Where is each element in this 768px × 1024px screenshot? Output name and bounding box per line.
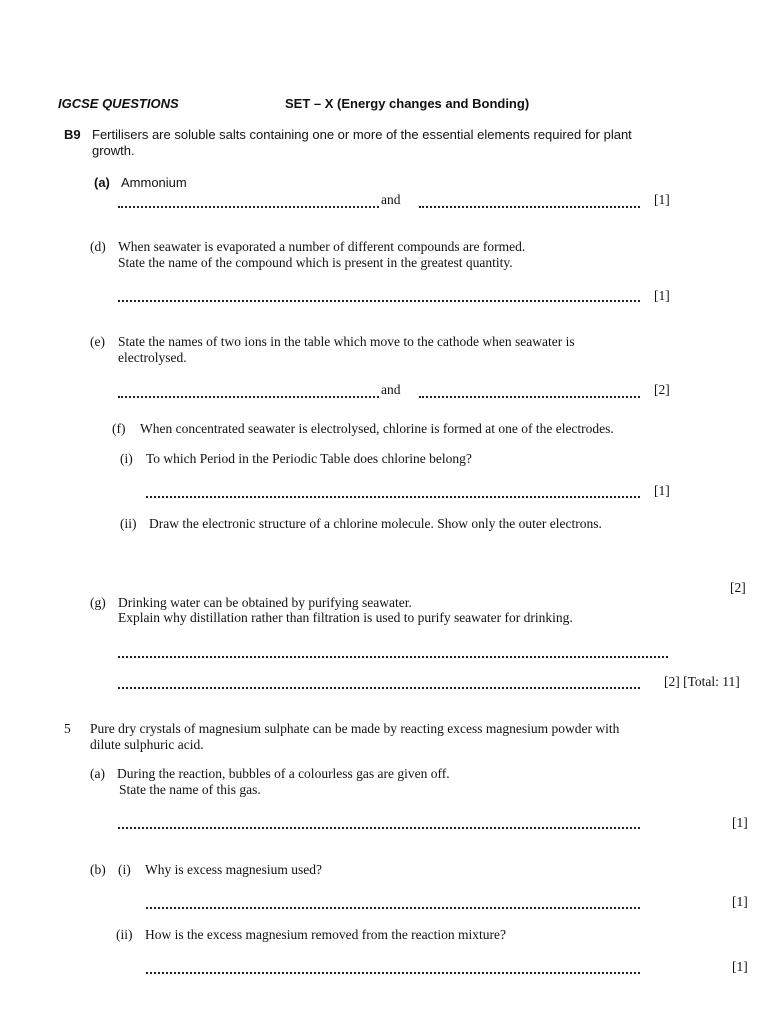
b9-intro-line-1: Fertilisers are soluble salts containing one or more of the essential elements required for plant (92, 127, 632, 142)
part-f-i-label: (i) (120, 451, 133, 466)
set-title: SET – X (Energy changes and Bonding) (285, 96, 530, 111)
part-g-text-1: Drinking water can be obtained by purifying seawater. (118, 595, 412, 610)
part-e-text-2: electrolysed. (118, 350, 187, 365)
part-f-text: When concentrated seawater is electrolysed, chlorine is formed at one of the electrodes. (140, 421, 614, 436)
mark: [1] (732, 894, 748, 909)
answer-line[interactable] (118, 656, 668, 658)
part-g-text-2: Explain why distillation rather than filtration is used to purify seawater for drinking. (118, 610, 573, 625)
part-e-label: (e) (90, 334, 105, 349)
q5-part-b-ii-label: (ii) (116, 927, 133, 942)
mark: [1] (732, 815, 748, 830)
answer-line[interactable] (118, 687, 640, 689)
q5-part-b-label: (b) (90, 862, 106, 877)
part-a-text: Ammonium (121, 175, 187, 190)
answer-line[interactable] (146, 496, 640, 498)
header-title: IGCSE QUESTIONS (58, 96, 179, 111)
answer-line[interactable] (146, 907, 640, 909)
part-d-text-2: State the name of the compound which is present in the greatest quantity. (118, 255, 513, 270)
part-f-i-text: To which Period in the Periodic Table does chlorine belong? (146, 451, 472, 466)
answer-line[interactable] (419, 206, 640, 208)
answer-line[interactable] (118, 206, 379, 208)
q5-intro-line-1: Pure dry crystals of magnesium sulphate can be made by reacting excess magnesium powder with (90, 721, 620, 736)
part-f-label: (f) (112, 421, 126, 436)
answer-line[interactable] (118, 300, 640, 302)
q5-part-b-i-text: Why is excess magnesium used? (145, 862, 322, 877)
q5-part-b-i-label: (i) (118, 862, 131, 877)
q5-part-a-label: (a) (90, 766, 105, 781)
q5-part-a-text-1: During the reaction, bubbles of a colourless gas are given off. (117, 766, 450, 781)
mark: [2] (730, 580, 746, 595)
part-f-ii-label: (ii) (120, 516, 137, 531)
and-word: and (381, 192, 401, 207)
q5-part-b-ii-text: How is the excess magnesium removed from the reaction mixture? (145, 927, 507, 942)
mark: [1] (654, 192, 670, 207)
answer-line[interactable] (118, 827, 640, 829)
answer-line[interactable] (419, 396, 640, 398)
answer-line[interactable] (118, 396, 379, 398)
q5-intro-line-2: dilute sulphuric acid. (90, 737, 204, 752)
part-d-label: (d) (90, 239, 106, 254)
b9-intro-line-2: growth. (92, 143, 135, 158)
total-marks: [2] [Total: 11] (664, 674, 740, 689)
mark: [1] (732, 959, 748, 974)
q5-part-a-text-2: State the name of this gas. (119, 782, 261, 797)
answer-line[interactable] (146, 972, 640, 974)
question-number-5: 5 (64, 721, 71, 736)
part-e-text-1: State the names of two ions in the table which move to the cathode when seawater is (118, 334, 575, 349)
mark: [2] (654, 382, 670, 397)
part-g-label: (g) (90, 595, 106, 610)
part-f-ii-text: Draw the electronic structure of a chlorine molecule. Show only the outer electrons. (149, 516, 602, 531)
part-a-label: (a) (94, 175, 110, 190)
mark: [1] (654, 483, 670, 498)
and-word: and (381, 382, 401, 397)
question-number-b9: B9 (64, 127, 81, 142)
mark: [1] (654, 288, 670, 303)
part-d-text-1: When seawater is evaporated a number of different compounds are formed. (118, 239, 526, 254)
